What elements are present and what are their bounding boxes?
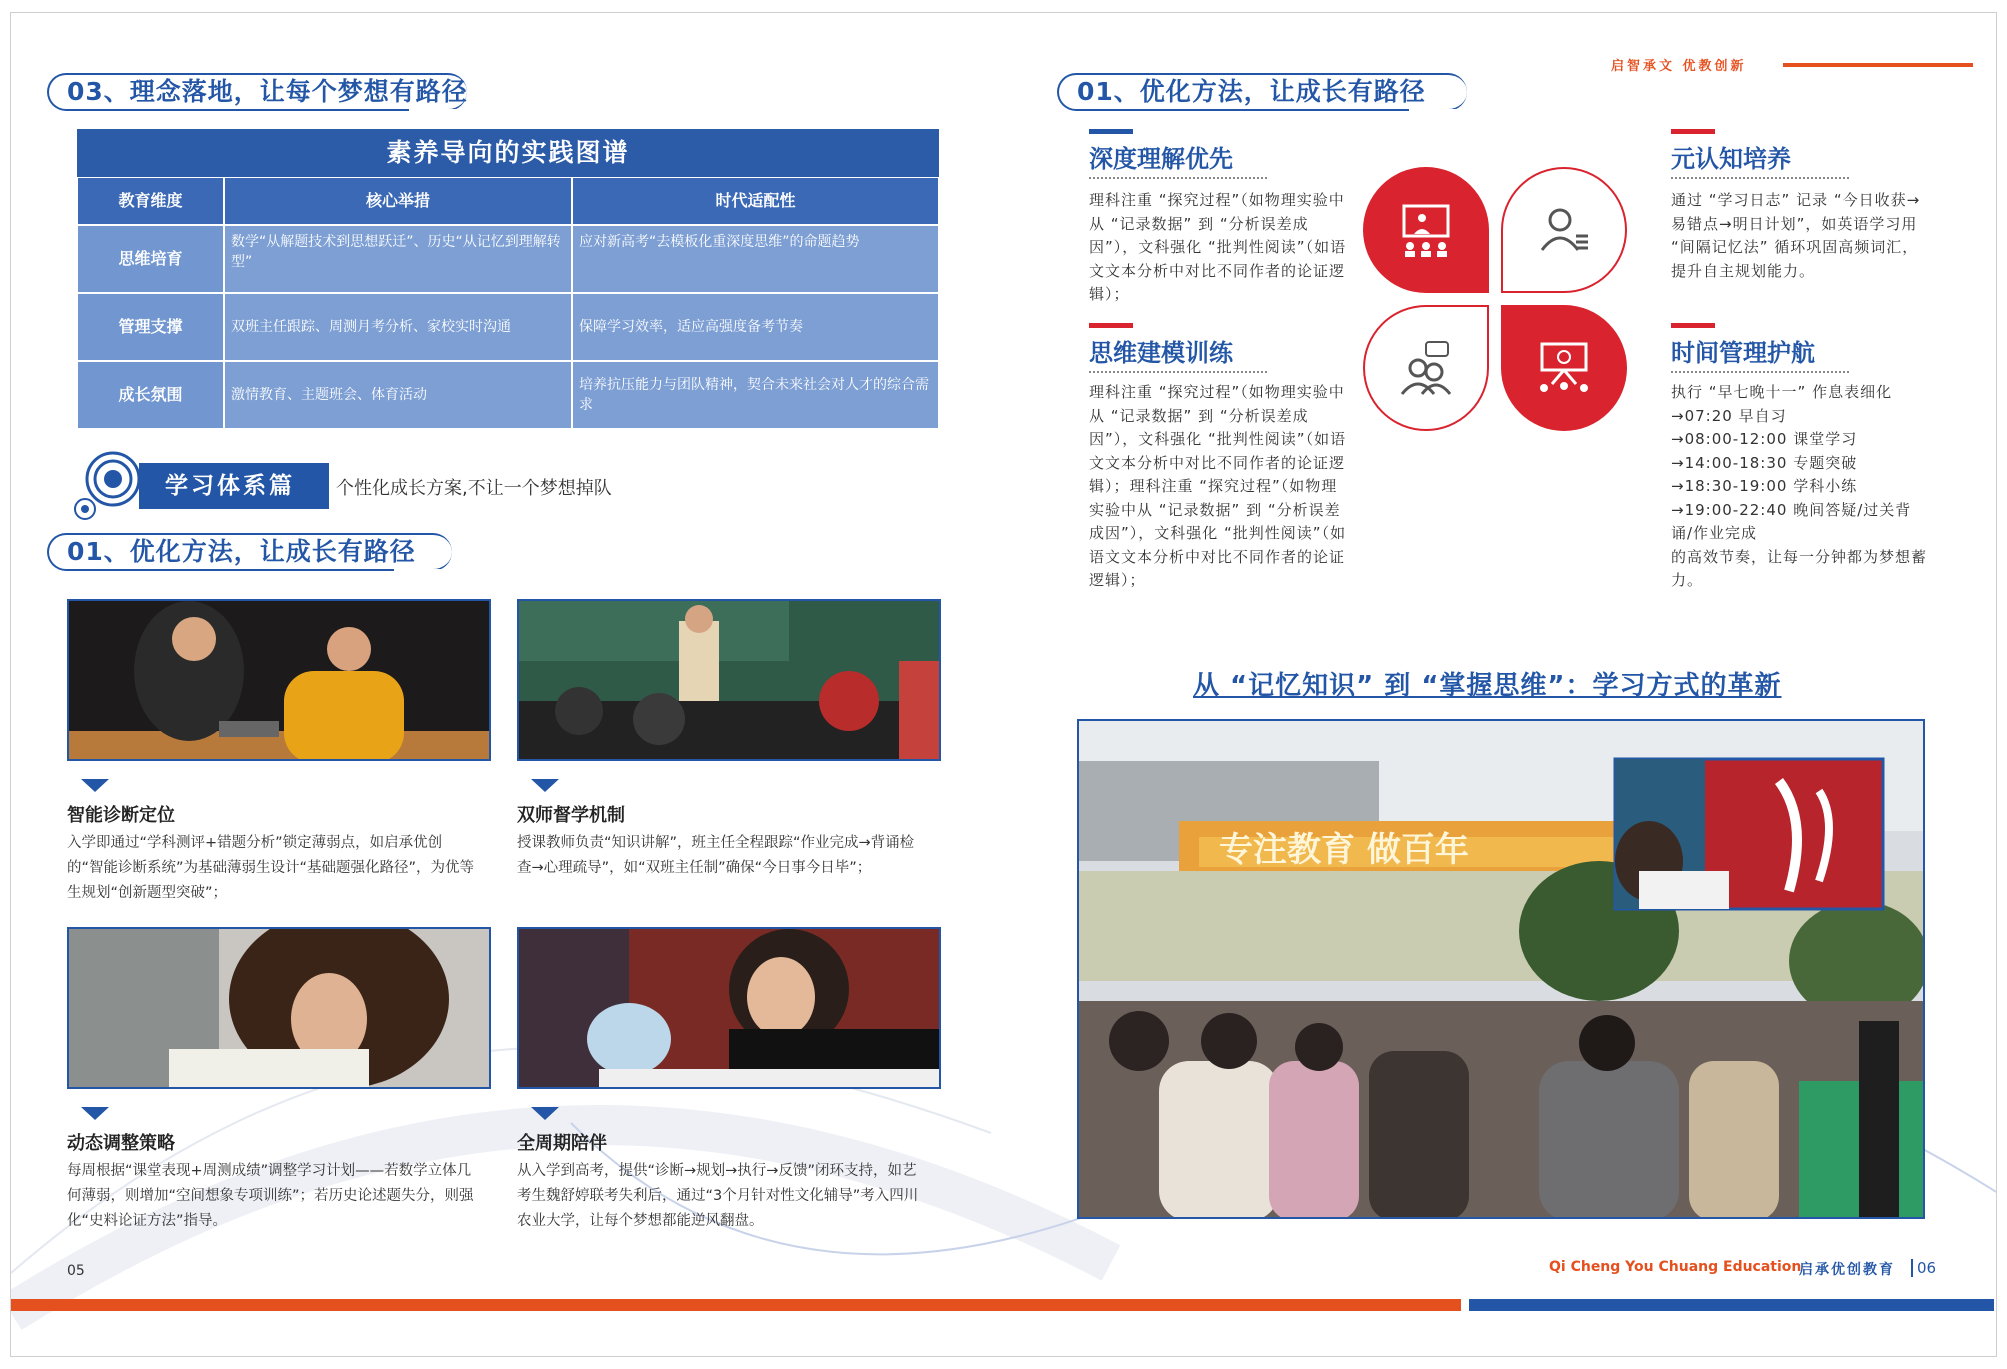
table-cell: 培养抗压能力与团队精神，契合未来社会对人才的综合需求 — [572, 361, 939, 429]
text-deep-understanding: 理科注重 “探究过程”（如物理实验中从 “记录数据” 到 “分析误差成因”），文科强化 “批判性阅读”（如语文文本分析中对比不同作者的论证逻辑）； — [1089, 191, 1347, 303]
schedule-line: 的高效节奏，让每一分钟都为梦想蓄力。 — [1671, 547, 1928, 589]
petal-profile — [1501, 167, 1627, 293]
brochure-spread — [10, 12, 1997, 1357]
schedule-line: 执行 “早七晚十一” 作息表细化 — [1671, 383, 1893, 401]
pointer-triangle-icon — [81, 779, 109, 792]
learning-revolution-title: 从 “记忆知识” 到 “掌握思维”：学习方式的革新 — [1193, 671, 1782, 701]
photo-student-studying — [517, 927, 941, 1089]
heading-time-management: 时间管理护航 — [1671, 339, 1815, 367]
brand-tag-rule — [1783, 63, 1973, 67]
footer-brand-en: Qi Cheng You Chuang Education — [1549, 1259, 1802, 1275]
schedule-line: →14:00-18:30 专题突破 — [1671, 453, 1858, 472]
item-text-dynamic: 每周根据“课堂表现+周测成绩”调整学习计划——若数学立体几何薄弱，则增加“空间想象专项训练”；若历史论述题失分，则强化“史料论证方法”指导。 — [67, 1163, 474, 1229]
photo-campus-event — [1077, 719, 1925, 1219]
table-header: 教育维度 — [77, 177, 224, 225]
section-badge-subtitle: 个性化成长方案,不让一个梦想掉队 — [336, 478, 612, 499]
petal-teaching — [1363, 167, 1489, 293]
item-text-diagnosis: 入学即通过“学科测评+错题分析”锁定薄弱点，如启承优创的“智能诊断系统”为基础薄弱生设计“基础题强化路径”，为优等生规划“创新题型突破”； — [67, 835, 475, 901]
table-caption: 素养导向的实践图谱 — [77, 129, 939, 177]
pointer-triangle-icon — [531, 779, 559, 792]
page-number-left: 05 — [67, 1263, 85, 1279]
footer-divider — [1911, 1259, 1913, 1277]
section-title-01-right: 01、优化方法，让成长有路径 — [1057, 73, 1467, 111]
item-text-full-cycle: 从入学到高考，提供“诊断→规划→执行→反馈”闭环支持，如艺考生魏舒婷联考失利后，通过“3个月针对性文化辅导”考入四川农业大学，让每个梦想都能逆风翻盘。 — [517, 1163, 919, 1229]
student-writing-image — [69, 929, 491, 1089]
schedule-line: →07:20 早自习 — [1671, 406, 1787, 425]
heading-thinking-model: 思维建模训练 — [1089, 339, 1233, 367]
petal-discussion — [1363, 305, 1489, 431]
heading-accent-bar — [1671, 129, 1715, 134]
tutoring-scene-image — [69, 601, 491, 761]
item-text-dual-teacher: 授课教师负责“知识讲解”，班主任全程跟踪“作业完成→背诵检查→心理疏导”，如“双班主任制”确保“今日事今日毕”； — [517, 835, 915, 876]
table-header: 时代适配性 — [572, 177, 939, 225]
table-header: 核心举措 — [224, 177, 572, 225]
footer-bar-orange — [11, 1299, 1461, 1311]
target-circles-icon — [71, 449, 143, 521]
table-cell-dimension: 思维培育 — [77, 225, 224, 293]
table-cell: 双班主任跟踪、周测月考分析、家校实时沟通 — [224, 293, 572, 361]
table-cell: 激情教育、主题班会、体育活动 — [224, 361, 572, 429]
photo-tutoring — [67, 599, 491, 761]
student-studying-image — [519, 929, 941, 1089]
section-title-03: 03、理念落地，让每个梦想有路径 — [47, 73, 467, 111]
heading-accent-bar — [1089, 129, 1133, 134]
schedule-line: →08:00-12:00 课堂学习 — [1671, 430, 1858, 448]
table-cell: 数学“从解题技术到思想跃迁”、历史“从记忆到理解转型” — [224, 225, 572, 293]
presentation-board-icon — [1396, 200, 1456, 260]
table-cell-dimension: 成长氛围 — [77, 361, 224, 429]
heading-dotted-rule — [1671, 371, 1849, 373]
banner-slogan: 专注教育 做百年 — [1219, 830, 1469, 870]
heading-deep-understanding: 深度理解优先 — [1089, 145, 1233, 173]
user-profile-icon — [1534, 200, 1594, 260]
photo-student-writing — [67, 927, 491, 1089]
heading-accent-bar — [1089, 323, 1133, 328]
table-cell: 保障学习效率，适应高强度备考节奏 — [572, 293, 939, 361]
pointer-triangle-icon — [531, 1107, 559, 1120]
group-discussion-icon — [1396, 338, 1456, 398]
heading-accent-bar — [1671, 323, 1715, 328]
photo-classroom — [517, 599, 941, 761]
practice-table — [77, 177, 939, 429]
inset-photo — [1615, 759, 1883, 909]
footer-brand-cn: 启承优创教育 — [1799, 1262, 1895, 1278]
page-number-right: 06 — [1917, 1259, 1937, 1277]
item-title-dual-teacher: 双师督学机制 — [517, 805, 625, 826]
schedule-line: →19:00-22:40 晚间答疑/过关背诵/作业完成 — [1671, 500, 1912, 542]
footer-bar-blue — [1469, 1299, 1994, 1311]
classroom-scene-image — [519, 601, 941, 761]
campus-event-image — [1079, 721, 1925, 1219]
heading-metacognition: 元认知培养 — [1671, 145, 1791, 173]
text-thinking-model: 理科注重 “探究过程”（如物理实验中从 “记录数据” 到 “分析误差成因”），文科强化 “批判性阅读”（如语文文本分析中对比不同作者的论证逻辑）；理科注重 “探究过程”（如物理实验中从 “记录数据” 到 “分析误差成因”），文科强化 “批判性阅读”（如语文文本分析中对比不同作者的论证逻辑）； — [1089, 383, 1347, 589]
petal-modeling — [1501, 305, 1627, 431]
section-badge: 学习体系篇 — [139, 463, 329, 509]
brand-tag: 启智承文 优教创新 — [1611, 59, 1747, 74]
heading-dotted-rule — [1089, 177, 1267, 179]
heading-dotted-rule — [1089, 371, 1267, 373]
item-title-dynamic: 动态调整策略 — [67, 1133, 175, 1154]
text-metacognition: 通过 “学习日志” 记录 “今日收获→易错点→明日计划”，如英语学习用 “间隔记忆法” 循环巩固高频词汇，提升自主规划能力。 — [1671, 191, 1921, 280]
strategy-board-icon — [1534, 338, 1594, 398]
pointer-triangle-icon — [81, 1107, 109, 1120]
table-cell-dimension: 管理支撑 — [77, 293, 224, 361]
item-title-diagnosis: 智能诊断定位 — [67, 805, 175, 826]
item-title-full-cycle: 全周期陪伴 — [517, 1133, 607, 1154]
heading-dotted-rule — [1671, 177, 1849, 179]
schedule-list — [1671, 381, 1933, 593]
schedule-line: →18:30-19:00 学科小练 — [1671, 477, 1858, 495]
section-title-01-left: 01、优化方法，让成长有路径 — [47, 533, 452, 571]
table-cell: 应对新高考“去模板化重深度思维”的命题趋势 — [572, 225, 939, 293]
